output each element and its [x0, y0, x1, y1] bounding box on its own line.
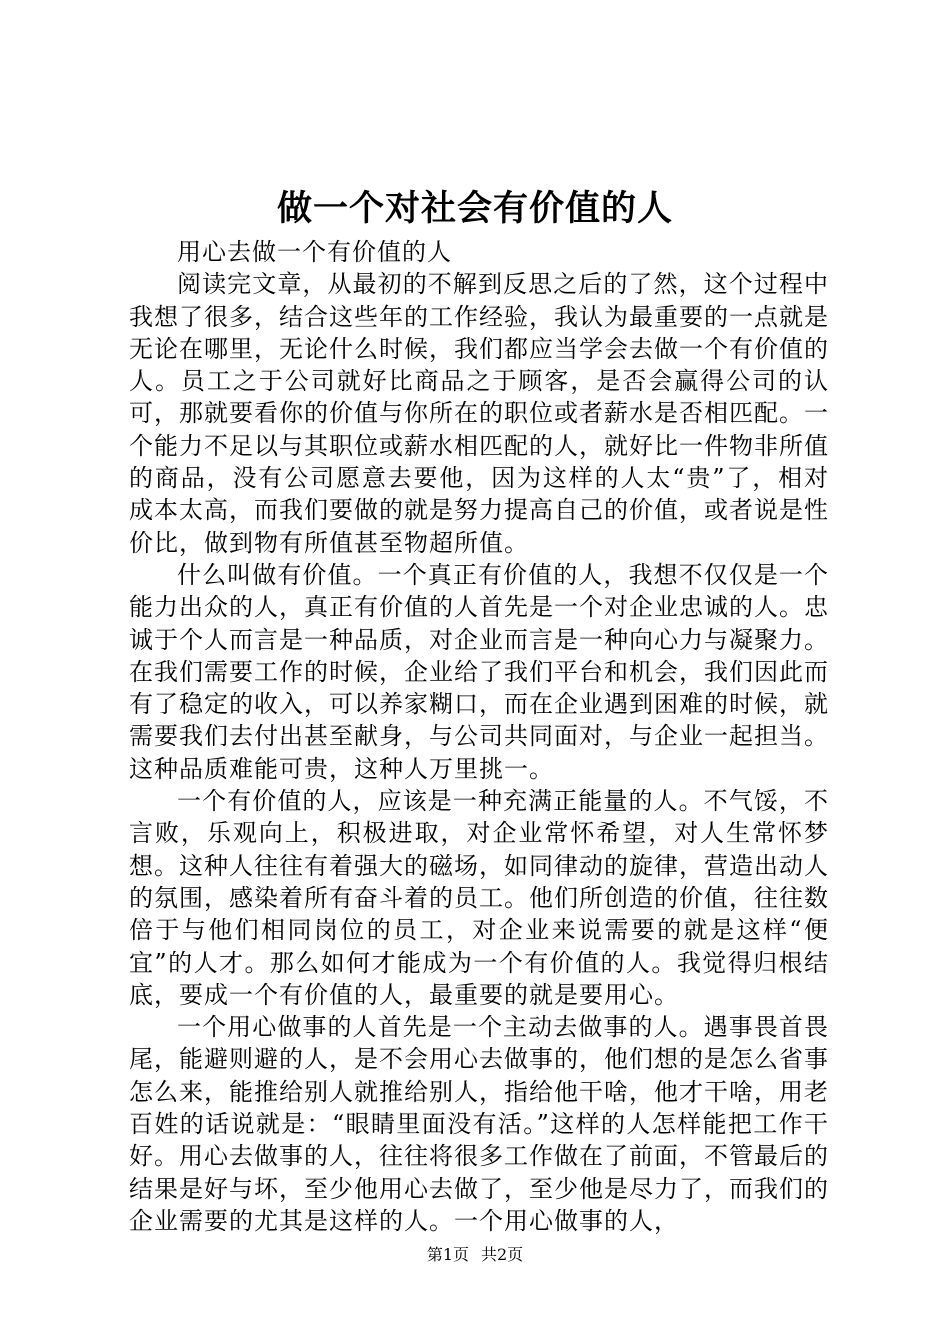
paragraph: 一个有价值的人，应该是一种充满正能量的人。不气馁，不言败，乐观向上，积极进取，对企业常怀希望，对人生常怀梦想。这种人往往有着强大的磁场，如同律动的旋律，营造出动人的氛围，感染着所有奋斗着的员工。他们所创造的价值，往往数倍于与他们相同岗位的员工，对企业来说需要的就是这样“便宜”的人才。那么如何才能成为一个有价值的人。我觉得归根结底，要成一个有价值的人，最重要的就是要用心。 — [129, 787, 829, 1009]
paragraph: 什么叫做有价值。一个真正有价值的人，我想不仅仅是一个能力出众的人，真正有价值的人首先是一个对企业忠诚的人。忠诚于个人而言是一种品质，对企业而言是一种向心力与凝聚力。在我们需要工作的时候，企业给了我们平台和机会，我们因此而有了稳定的收入，可以养家糊口，而在企业遇到困难的时候，就需要我们去付出甚至献身，与公司共同面对，与企业一起担当。这种品质难能可贵，这种人万里挑一。 — [129, 560, 829, 783]
page-footer — [0, 1243, 950, 1267]
paragraph: 阅读完文章，从最初的不解到反思之后的了然，这个过程中我想了很多，结合这些年的工作经验，我认为最重要的一点就是无论在哪里，无论什么时候，我们都应当学会去做一个有价值的人。员工之于公司就好比商品之于顾客，是否会赢得公司的认可，那就要看你的价值与你所在的职位或者薪水是否相匹配。一个能力不足以与其职位或薪水相匹配的人，就好比一件物非所值的商品，没有公司愿意去要他，因为这样的人太“贵”了，相对成本太高，而我们要做的就是努力提高自己的价值，或者说是性价比，做到物有所值甚至物超所值。 — [129, 270, 829, 557]
paragraph-subtitle: 用心去做一个有价值的人 — [177, 238, 452, 266]
document-body — [129, 236, 829, 1237]
paragraph: 一个用心做事的人首先是一个主动去做事的人。遇事畏首畏尾，能避则避的人，是不会用心去做事的，他们想的是怎么省事怎么来，能推给别人就推给别人，指给他干啥，他才干啥，用老百姓的话说就是：“眼睛里面没有活。”这样的人怎样能把工作干好。用心去做事的人，往往将很多工作做在了前面，不管最后的结果是好与坏，至少他用心去做了，至少他是尽力了，而我们的企业需要的尤其是这样的人。一个用心做事的人， — [129, 1013, 829, 1235]
page-total: 共2页 — [481, 1245, 524, 1264]
page-number: 第1页 — [426, 1245, 469, 1264]
document-title: 做一个对社会有价值的人 — [276, 188, 673, 229]
